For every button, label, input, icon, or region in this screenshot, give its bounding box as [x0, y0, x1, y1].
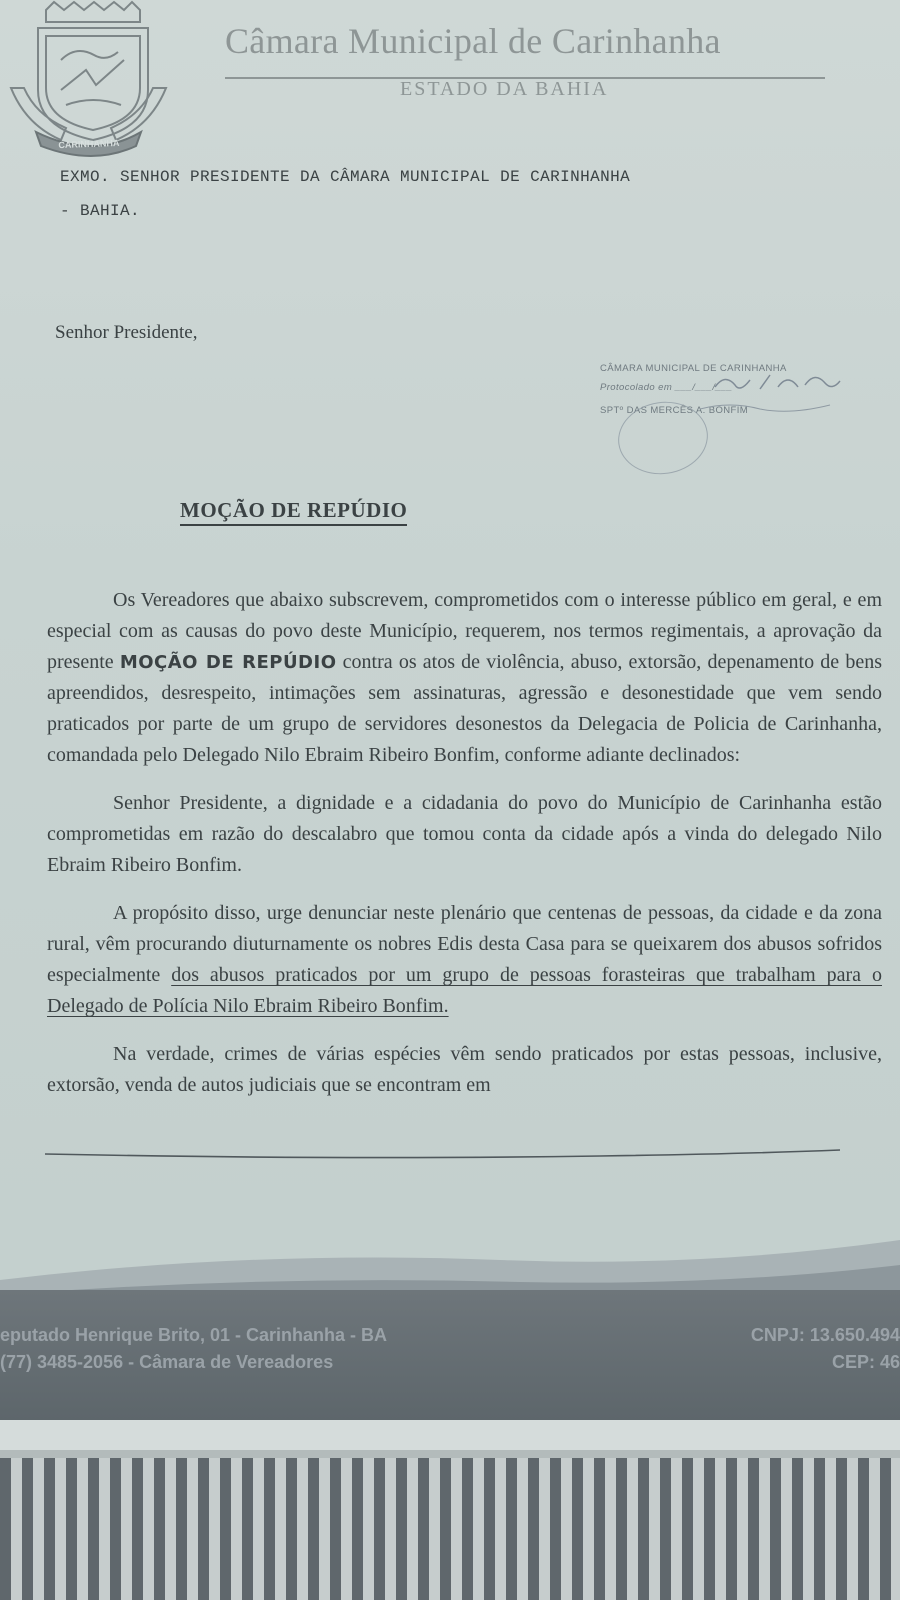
emblem-banner-label: CARINHANHA: [58, 137, 120, 151]
paper-shadow-edge: [0, 1450, 900, 1458]
paragraph-1: [47, 585, 882, 771]
footer-cep: CEP: 46: [831, 1352, 900, 1372]
addressee-block: [60, 160, 860, 228]
letterhead-footer: [0, 1290, 900, 1420]
paragraph-1-text-a: Os Vereadores que abaixo subscrevem, comprometidos com o interesse público em geral, e em especial com as causas do povo deste Município, requerem, nos termos regimentais, a aprovação da presente: [47, 589, 882, 673]
footer-contact: [0, 1322, 387, 1376]
paragraph-4: Na verdade, crimes de várias espécies vêm sendo praticados por estas pessoas, inclusive, extorsão, venda de autos judiciais que se encontram em: [47, 1043, 882, 1096]
document-body: [47, 585, 882, 1101]
stamp-line-3: SPTº DAS MERCÊS A. BONFIM: [600, 405, 749, 416]
motion-title: MOÇÃO DE REPÚDIO: [180, 498, 407, 526]
salutation: Senhor Presidente,: [55, 322, 198, 343]
handwritten-underline: [40, 1130, 860, 1160]
addressee-line-2: - BAHIA.: [60, 202, 141, 220]
footer-registration: [751, 1322, 900, 1376]
paragraph-3: [47, 898, 882, 1022]
state-subtitle: ESTADO DA BAHIA: [400, 78, 609, 100]
paragraph-2: Senhor Presidente, a dignidade e a cidadania do povo do Município de Carinhanha estão comprometidas em razão do descalabro que tomou conta da cidade após a vinda do delegado Nilo Ebraim Ribeiro Bonfim.: [47, 792, 882, 876]
paragraph-3-text: A propósito disso, urge denunciar neste plenário que centenas de pessoas, da cidade e da zona rural, vêm procurando diuturnamente os nobres Edis desta Casa para se queixarem dos abusos sofridos especialmente: [47, 902, 882, 986]
paragraph-1-bold: MOÇÃO DE REPÚDIO: [119, 652, 337, 673]
addressee-line-1: EXMO. SENHOR PRESIDENTE DA CÂMARA MUNICIPAL DE CARINHANHA: [60, 168, 631, 186]
striped-tablecloth-background: [0, 1450, 900, 1600]
footer-address: eputado Henrique Brito, 01 - Carinhanha - BA: [0, 1325, 388, 1345]
handwritten-date-scribble-icon: [700, 365, 850, 425]
paragraph-3-underlined: dos abusos praticados por um grupo de pessoas forasteiras que trabalham para o Delegado de Polícia Nilo Ebraim Ribeiro Bonfim.: [47, 964, 882, 1017]
paper-bottom-margin: [0, 1420, 900, 1450]
municipal-coat-of-arms-icon: [6, 0, 171, 160]
footer-phone: (77) 3485-2056 - Câmara de Vereadores: [0, 1352, 334, 1372]
footer-cnpj: CNPJ: 13.650.494: [750, 1325, 900, 1345]
paragraph-1-text-b: contra os atos de violência, abuso, extorsão, depenamento de bens apreendidos, desrespeito, intimações sem assinaturas, agressão e desonestidade que vem sendo praticados por parte de um grupo de servidores desonestos da Delegacia de Policia de Carinhanha, comandada pelo Delegado Nilo Ebraim Ribeiro Bonfim, conforme adiante declinados:: [47, 651, 882, 766]
council-name-heading: Câmara Municipal de Carinhanha: [225, 21, 721, 61]
stamp-line-2: Protocolado em ___/___/___: [600, 382, 733, 393]
stamp-line-1: CÂMARA MUNICIPAL DE CARINHANHA: [600, 363, 787, 374]
